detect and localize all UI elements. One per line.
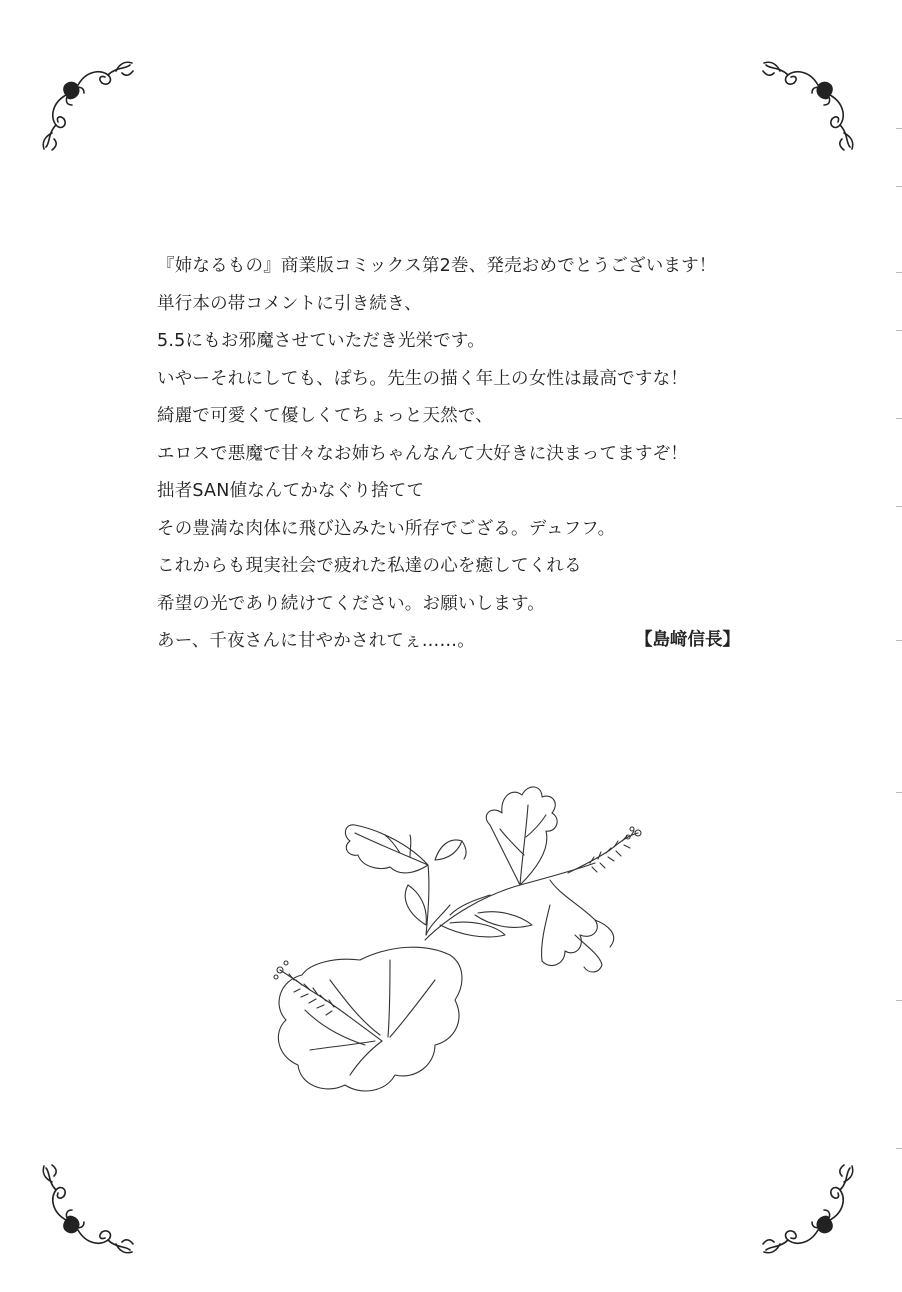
message-line: 5.5にもお邪魔させていただき光栄です。 [157, 331, 485, 351]
author-signature: 【島﨑信長】 [635, 630, 740, 650]
edge-mark [896, 186, 902, 187]
message-line: 拙者SAN値なんてかなぐり捨てて [157, 481, 425, 501]
edge-mark [896, 1000, 902, 1001]
message-body [157, 248, 777, 661]
message-line: いやーそれにしても、ぽち。先生の描く年上の女性は最高ですな！ [157, 368, 688, 389]
edge-mark [896, 1148, 902, 1149]
flourish-ornament-icon [38, 1160, 138, 1260]
message-line: その豊満な肉体に飛び込みたい所存でござる。デュフフ。 [157, 518, 616, 539]
edge-mark [896, 506, 902, 507]
edge-mark [896, 330, 902, 331]
message-line: これからも現実社会で疲れた私達の心を癒してくれる [157, 556, 582, 576]
message-line: エロスで悪魔で甘々なお姉ちゃんなんて大好きに決まってますぞ！ [157, 443, 688, 464]
message-line: 希望の光であり続けてください。お願いします。 [157, 593, 545, 614]
flourish-ornament-icon [38, 55, 138, 155]
message-line: 単行本の帯コメントに引き続き、 [157, 293, 422, 314]
flourish-ornament-icon [758, 55, 858, 155]
message-line: 綺麗で可愛くて優しくてちょっと天然で、 [157, 406, 493, 426]
edge-mark [896, 272, 902, 273]
message-line: 『姉なるもの』商業版コミックス第2巻、発売おめでとうございます！ [157, 256, 717, 276]
edge-mark [896, 418, 902, 419]
edge-mark [896, 128, 902, 129]
hibiscus-illustration-icon [250, 775, 650, 1155]
edge-mark [896, 792, 902, 793]
message-line: あー、千夜さんに甘やかされてぇ……。 [157, 631, 475, 651]
edge-mark [896, 640, 902, 641]
flourish-ornament-icon [758, 1160, 858, 1260]
